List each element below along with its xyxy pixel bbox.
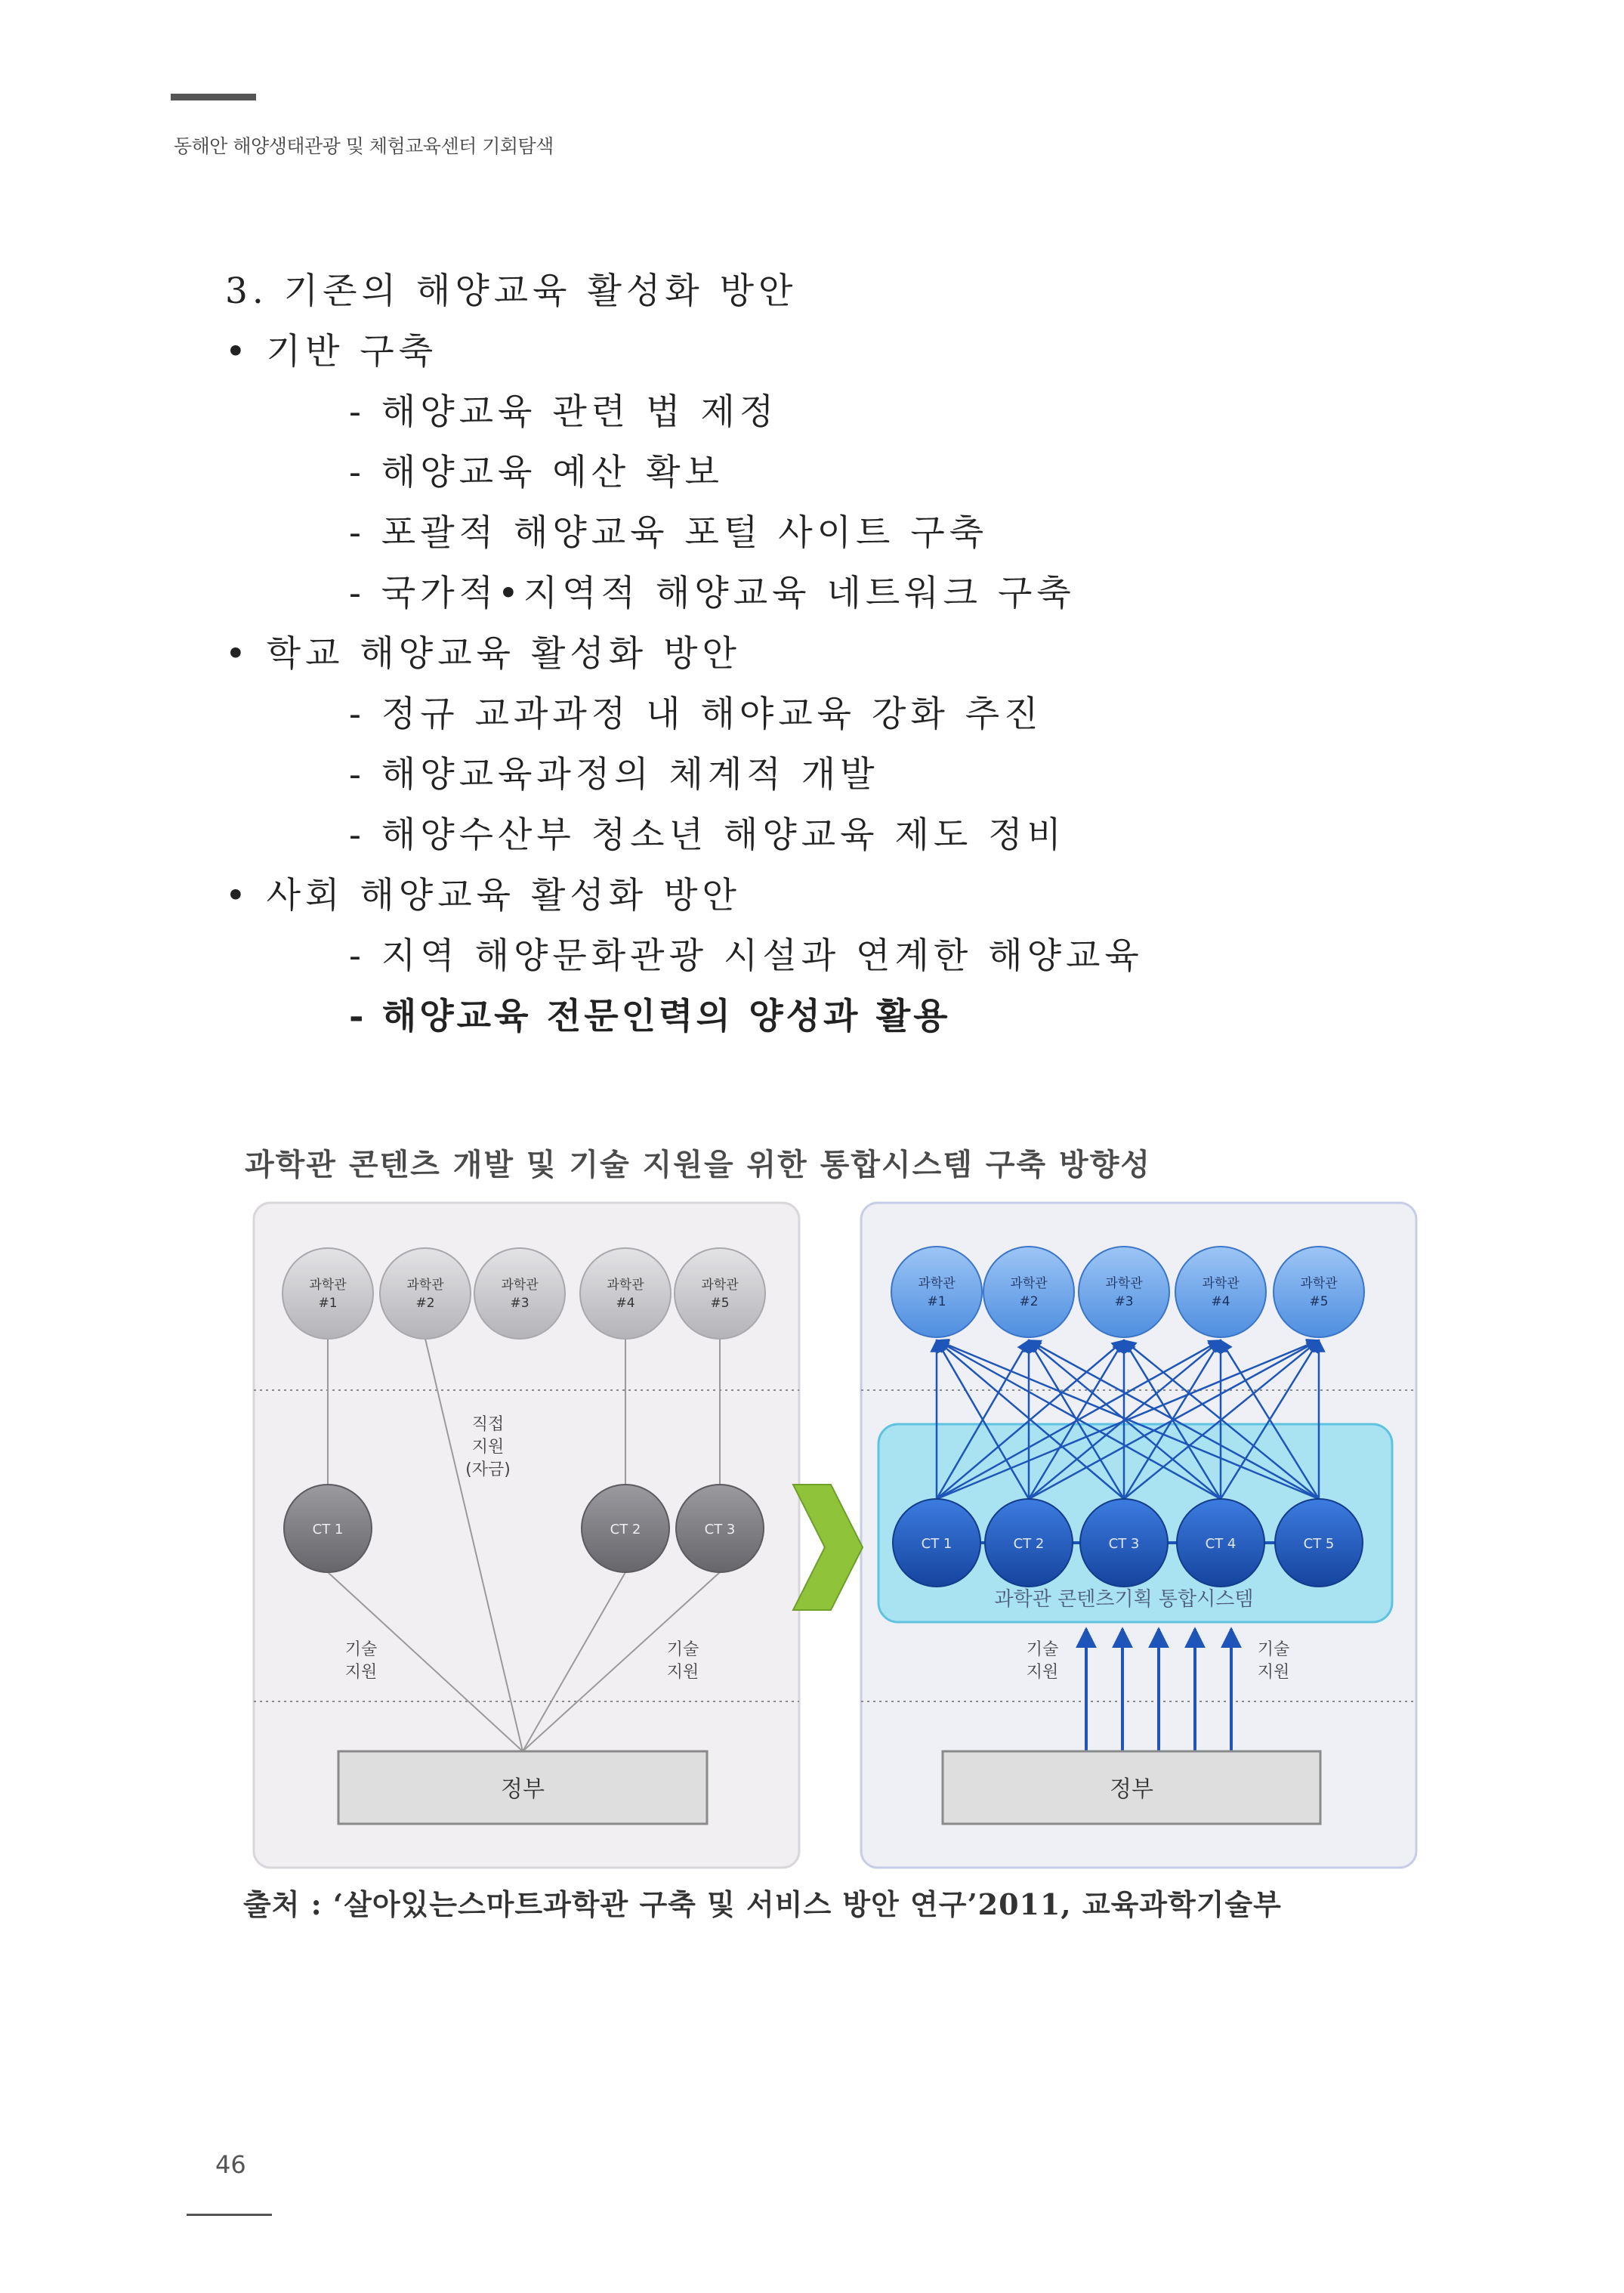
tech-support-label: 기술 [1026,1640,1059,1659]
outline-item-emphasis: - 해양교육 전문인력의 양성과 활용 [349,996,951,1037]
museum-label: 과학관 [406,1278,444,1293]
museum-label: 과학관 [1300,1276,1338,1291]
header-rule [171,94,256,100]
outline-item: - 해양교육 예산 확보 [349,452,724,493]
museum-number: #3 [1114,1294,1134,1309]
tech-support-label: 지원 [666,1663,699,1682]
tech-support-label: 지원 [1257,1663,1290,1682]
outline-heading: 3. 기존의 해양교육 활성화 방안 [225,270,798,312]
outline-item: - 국가적•지역적 해양교육 네트워크 구축 [349,573,1076,614]
museum-node [983,1247,1074,1337]
museum-label: 과학관 [1105,1276,1143,1291]
museum-node [580,1248,671,1339]
footer-rule [187,2214,272,2216]
museum-label: 과학관 [1202,1276,1240,1291]
museum-label: 과학관 [309,1278,347,1293]
ct-label: CT 1 [921,1536,952,1552]
museum-number: #1 [927,1294,946,1309]
figure-diagram [240,1133,1422,1934]
ct-label: CT 5 [1303,1536,1335,1552]
museum-node [891,1247,982,1337]
outline-item: - 해양교육과정의 체계적 개발 [349,754,879,796]
museum-number: #4 [1211,1294,1230,1309]
outline-item: - 해양수산부 청소년 해양교육 제도 정비 [349,814,1067,856]
ct-label: CT 4 [1205,1536,1237,1552]
direct-support-label: (자금) [465,1460,511,1479]
gov-label: 정부 [501,1776,545,1803]
gov-label: 정부 [1110,1776,1153,1803]
museum-number: #1 [318,1296,338,1311]
tech-support-label: 기술 [666,1640,699,1659]
museum-number: #5 [1309,1294,1329,1309]
museum-number: #2 [1019,1294,1039,1309]
tech-support-label: 기술 [344,1640,378,1659]
figure-title: 과학관 콘텐츠 개발 및 기술 지원을 위한 통합시스템 구축 방향성 [245,1147,1151,1182]
museum-label: 과학관 [501,1278,539,1293]
museum-node [283,1248,373,1339]
museum-label: 과학관 [607,1278,644,1293]
outline-item: - 지역 해양문화관광 시설과 연계한 해양교육 [349,935,1144,977]
tech-support-label: 지원 [1026,1663,1059,1682]
diagram-canvas [240,1133,1422,1934]
figure-source: 출처 : ‘살아있는스마트과학관 구축 및 서비스 방안 연구’2011, 교육과학기술부 [243,1887,1282,1921]
museum-node [675,1248,765,1339]
ct-label: CT 3 [1108,1536,1140,1552]
page-number: 46 [215,2150,246,2179]
transition-arrow [793,1485,863,1610]
outline-item: - 포괄적 해양교육 포털 사이트 구축 [349,512,989,554]
museum-number: #5 [710,1296,730,1311]
museum-node [474,1248,565,1339]
museum-node [1274,1247,1364,1337]
system-label: 과학관 콘텐츠기획 통합시스템 [994,1588,1254,1611]
ct-label: CT 2 [610,1522,641,1537]
ct-label: CT 1 [312,1522,344,1537]
outline-item: - 해양교육 관련 법 제정 [349,391,779,433]
museum-node [380,1248,471,1339]
museum-label: 과학관 [1010,1276,1048,1291]
ct-label: CT 3 [704,1522,736,1537]
tech-support-label: 기술 [1257,1640,1290,1659]
outline-item: - 정규 교과과정 내 해야교육 강화 추진 [349,694,1043,735]
outline-bullet: • 기반 구축 [225,331,438,372]
museum-label: 과학관 [918,1276,956,1291]
ct-label: CT 2 [1013,1536,1045,1552]
museum-node [1079,1247,1169,1337]
museum-number: #2 [415,1296,435,1311]
direct-support-label: 직접 [471,1415,505,1434]
museum-label: 과학관 [701,1278,739,1293]
tech-support-label: 지원 [344,1663,378,1682]
direct-support-label: 지원 [471,1438,505,1457]
museum-number: #4 [616,1296,635,1311]
running-header: 동해안 해양생태관광 및 체험교육센터 기회탐색 [174,135,554,157]
outline-bullet: • 사회 해양교육 활성화 방안 [225,875,741,916]
museum-number: #3 [510,1296,529,1311]
museum-node [1175,1247,1266,1337]
outline-bullet: • 학교 해양교육 활성화 방안 [225,633,741,675]
